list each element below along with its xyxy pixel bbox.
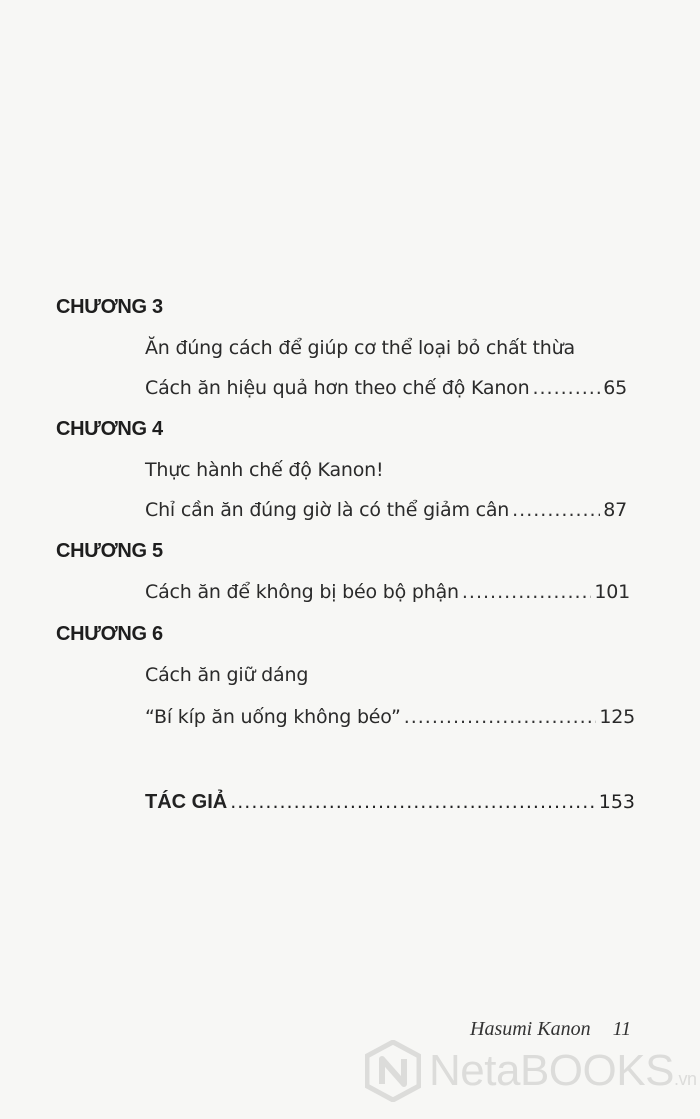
page-number: 11 [612,1018,632,1040]
dot-leader [512,499,600,521]
chapter-4-entry[interactable] [145,499,627,521]
chapter-5-entry[interactable] [145,581,630,603]
chapter-4-title-line-2: Chỉ cần ăn đúng giờ là có thể giảm cân [145,499,510,521]
chapter-3-heading: CHƯƠNG 3 [56,296,163,318]
chapter-5-heading: CHƯƠNG 5 [56,540,163,562]
chapter-6-title-line-2: “Bí kíp ăn uống không béo” [145,706,401,728]
chapter-3-entry[interactable] [145,377,627,399]
running-head: Hasumi Kanon [470,1018,591,1040]
chapter-4-title-line-1: Thực hành chế độ Kanon! [145,459,384,481]
dot-leader [230,791,596,813]
chapter-6-heading: CHƯƠNG 6 [56,623,163,645]
author-entry[interactable] [145,791,635,814]
page-footer [470,1018,631,1041]
dot-leader [532,377,600,399]
author-label: TÁC GIẢ [145,791,228,813]
chapter-5-page-number: 101 [594,581,630,603]
dot-leader [462,581,591,603]
watermark-brand [429,1046,696,1096]
watermark-suffix: .vn [673,1069,697,1089]
dot-leader [404,706,597,728]
chapter-6-title-line-1: Cách ăn giữ dáng [145,664,309,686]
chapter-3-title-line-2: Cách ăn hiệu quả hơn theo chế độ Kanon [145,377,530,399]
chapter-6-page-number: 125 [599,706,635,728]
watermark-brand-text: NetaBOOKS [429,1046,674,1095]
neta-logo-icon [365,1040,421,1102]
chapter-5-title-line-1: Cách ăn để không bị béo bộ phận [145,581,459,603]
chapter-6-entry[interactable] [145,706,635,728]
chapter-4-heading: CHƯƠNG 4 [56,418,163,440]
chapter-3-title-line-1: Ăn đúng cách để giúp cơ thể loại bỏ chất thừa [145,337,575,359]
chapter-3-page-number: 65 [603,377,627,399]
author-page-number: 153 [598,791,635,813]
chapter-4-page-number: 87 [603,499,627,521]
watermark [365,1040,696,1102]
